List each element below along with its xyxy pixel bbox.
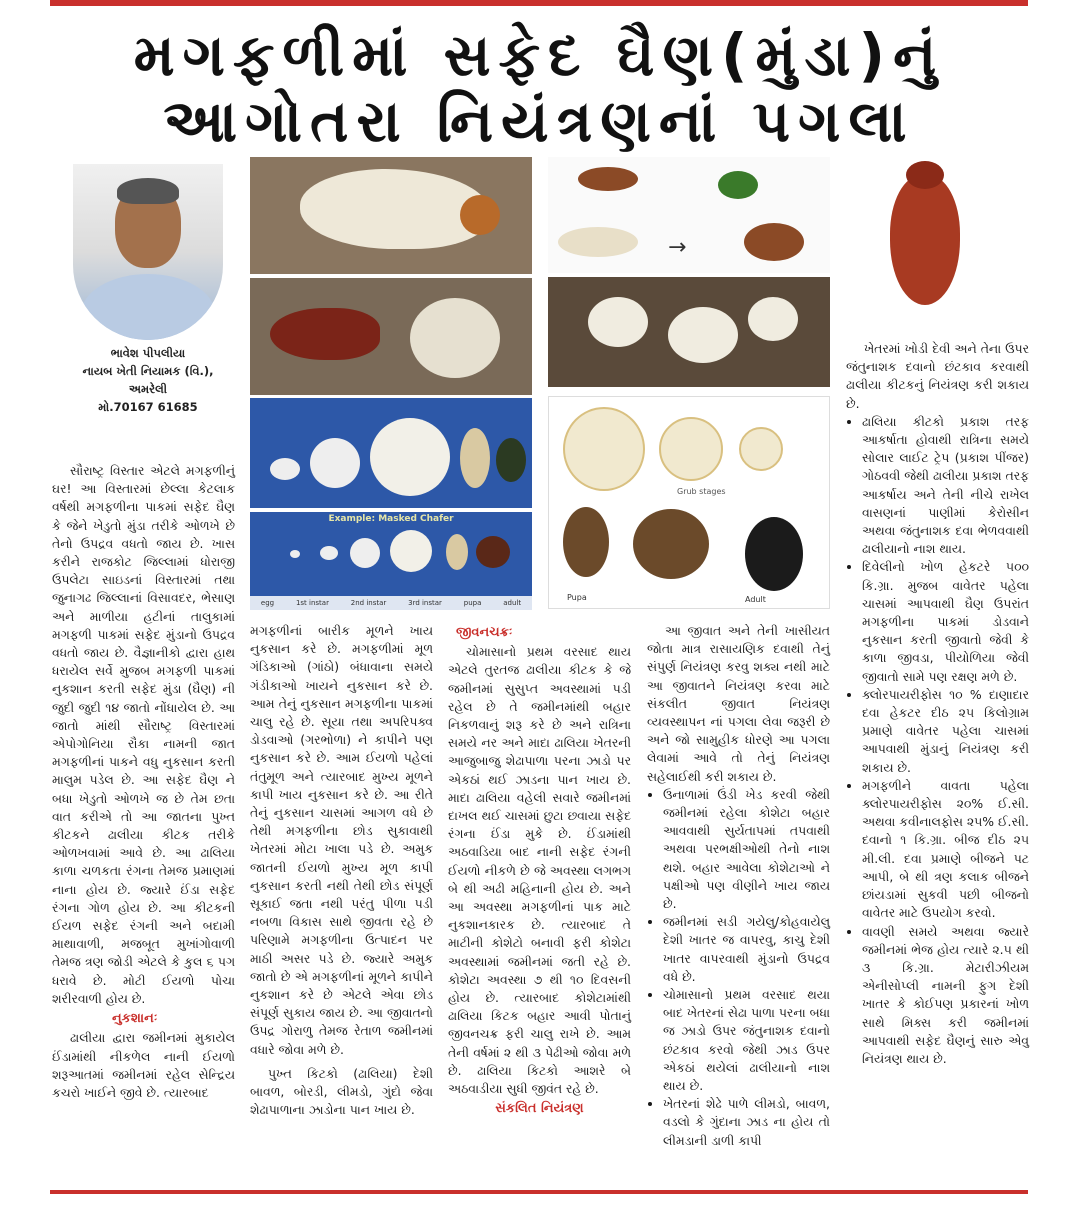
damage-continued-paragraph: મગફળીનાં બારીક મૂળને ખાય નુકસાન કરે છે. મગફળીમાં મૂળ ગંડિકાઓ (ગાંઠો) બંધાવાના સમયે ગંડીકાઓ ખાયને નુકસાન કરે છે. આમ તેનું નુકસાન મગફળીના પાકમાં ચાલુ રહે છે. સૂયા તથા અપરિપક્વ ડોડવાઓ (ગરભોળા) ને કાપીને પણ નુકસાન કરે છે. આમ ઈયળો પહેલાં તંતુમૂળ અને ત્યારબાદ મુખ્ય મૂળને કાપી ખાય નુકસાન કરે છે. આ રીતે તેનું નુકસાન ચાસમાં આગળ વધે છે તેથી મગફળીના છોડ સુકાવાથી ખેતરમાં મોટા ખાલા પડે છે. અમુક જાતની ઈયળો મુખ્ય મૂળ કાપી નુકસાન કરતી નથી તેથી છોડ સંપૂર્ણ સૂકાઈ જતા નથી પરંતુ પીળા પડી નબળા વિકાસ સાથે જીવતા રહે છે પરિણામે મગફળીના ઉત્પાદન પર માઠી અસર પડે છે. જ્યારે અમુક જાતો છે એ મગફળીનાં મૂળને કાપીને નુકશાન કરે છે એટલે એવા છોડ સંપૂર્ણ સુકાય જાય છે. આ જીવાતનો ઉપદ્ર ગોરાળુ તેમજ રેતાળ જમીનમાં વધારે જોવા મળે છે. — [250, 623, 433, 1057]
headline — [50, 22, 1028, 154]
damage-paragraph: ઢાલીયા દ્વારા જમીનમાં મુકાયેલ ઈંડામાંથી નીકળેલ નાની ઈયળો શરૂઆતમાં જમીનમાં રહેલ સેન્દ્રિય કચરો ખાઈને જીવે છે. ત્યારબાદ — [52, 1030, 235, 1100]
grub-stages-pupa-adult-figure — [548, 396, 830, 609]
adult-label: Adult — [745, 595, 766, 604]
list-item: • વાવણી સમયે અથવા જ્યારે જમીનમાં ભેજ હોય ત્યારે ૨.૫ થી ૩ કિ.ગ્રા. મેટારીઝીયમ એનીસોપ્લી નામની ફુગ દેશી ખાતર કે કોઈપણ પ્રકારનાં ખોળ સાથે મિક્સ કરી જમીનમાં આપવાથી સફેદ ઘૈણનું સારુ એવુ નિયંત્રણ થાય છે. — [862, 923, 1029, 1069]
grubs-in-soil-photo — [548, 277, 830, 387]
column-1 — [52, 462, 235, 1102]
column-3 — [448, 622, 631, 1119]
list-item: • ચોમાસાનો પ્રથમ વરસાદ થયા બાદ ખેતરનાં સેઢા પાળા પરના બધા જ ઝાડો ઉપર જંતુનાશક દવાનો છંટકાવ કરવો જેથી ઝાડ ઉપર એકઠાં થયેલાં ઢાલીયાનો નાશ થાય છે. — [663, 986, 830, 1095]
lifecycle-stages-photo — [250, 398, 532, 508]
control-measures-list — [846, 413, 1029, 1068]
chart-stage-label: 2nd instar — [350, 599, 387, 607]
damage-heading: નુકશાનઃ — [112, 1011, 158, 1027]
author-place: અમરેલી — [128, 382, 168, 396]
author-box — [62, 164, 234, 442]
list-item: • ક્લોરપાયરીફોસ ૧૦ % દાણાદાર દવા હેકટર દીઠ ૨૫ કિલોગ્રામ પ્રમાણે વાવેતર પહેલા ચાસમાં આપવાથી મુંડાનું નિયંત્રણ કરી શકાય છે. — [862, 686, 1029, 777]
top-rule — [50, 0, 1028, 6]
ipm-measures-list — [647, 786, 830, 1150]
lifecycle-arrows-photo — [548, 157, 830, 273]
grub-closeup-photo — [250, 157, 532, 274]
chart-stage-label: adult — [503, 599, 522, 607]
chart-stage-label: egg — [260, 599, 275, 607]
masked-chafer-chart — [250, 512, 532, 610]
list-item: • ખેતરનાં શેઢે પાળે લીમડો, બાવળ, વડલો કે ગુંદાના ઝાડ ના હોય તો લીમડાની ડાળી કાપી — [663, 1095, 830, 1150]
list-item: • મગફળીને વાવતા પહેલા ક્લોરપાયરીફોસ ૨૦% ઈ.સી. અથવા કવીનાલફોસ ૨૫% ઈ.સી. દવાનો ૧ કિ.ગ્રા. બીજ દીઠ ૨૫ મી.લી. દવા પ્રમાણે બીજને પટ આપી, બે થી ત્રણ કલાક બીજને છાંયડામાં સુકવી પછી બીજનો વાવેતર માટે ઉપયોગ કરવો. — [862, 777, 1029, 923]
arrow-right-icon: → — [668, 235, 687, 260]
pupa-label: Pupa — [567, 593, 587, 602]
beetle-adult-photo — [850, 155, 1010, 333]
author-photo — [73, 164, 223, 340]
author-designation: નાયબ ખેતી નિયામક (વિ.), — [82, 364, 214, 378]
list-item: • ઢાલિયા કીટકો પ્રકાશ તરફ આકર્ષાતા હોવાથી રાત્રિના સમયે સોલાર લાઈટ ટ્રેપ (પ્રકાશ પીંજર) ગોઠવવી જેથી ઢાલીયા પ્રકાશ તરફ આકર્ષાય અને તેની નીચે રાખેલ વાસણનાં પાણીમાં કેરોસીન અથવા જંતુનાશક દવા ભેળવવાથી ઢાલીયાનો નાશ થાય. — [862, 413, 1029, 559]
headline-line-2: આગોતરા નિયંત્રણનાં પગલા — [163, 87, 915, 155]
integrated-control-heading: સંકલિત નિયંત્રણ — [495, 1101, 584, 1117]
chart-stage-label: pupa — [463, 599, 482, 607]
adult-feeding-paragraph: પુખ્ત કિટકો (ઢાલિયા) દેશી બાવળ, બોરડી, લીમડો, ગુંદો જેવા શેઢાપાળાના ઝાડોના પાન ખાય છે. — [250, 1065, 433, 1118]
list-item: • ઉનાળામાં ઉંડી ખેડ કરવી જેથી જમીનમાં રહેલા કોશેટા બહાર આવવાથી સુર્યતાપમાં તપવાથી અથવા પરભક્ષીઓથી તેનો નાશ થશે. બહાર આવેલા કોશેટાઓ ને પક્ષીઓ પણ વીણીને ખાય જાય છે. — [663, 786, 830, 913]
lifecycle-heading: જીવનચક્રઃ — [456, 625, 513, 640]
author-phone: મો.70167 61685 — [98, 400, 198, 414]
col5-intro-paragraph: ખેતરમાં ખોડી દેવી અને તેના ઉપર જંતુનાશક દવાનો છંટકાવ કરવાથી ઢાલીયા કીટકનું નિયંત્રણ કરી શકાય છે. — [846, 341, 1029, 411]
list-item: • જમીનમાં સડી ગયેલુ/કોહવાયેલુ દેશી ખાતર જ વાપરવુ, કાચુ દેશી ખાતર વાપરવાથી મુંડાનો ઉપદ્રવ વધે છે. — [663, 913, 830, 986]
chart-stage-label: 3rd instar — [408, 599, 442, 607]
column-4 — [647, 622, 830, 1150]
author-name: ભાવેશ પીપલીયા — [110, 346, 186, 360]
bottom-rule — [50, 1190, 1028, 1194]
ipm-intro-paragraph: આ જીવાત અને તેની ખાસીયત જોતા માત્ર રાસાયણિક દવાથી તેનું સંપુર્ણ નિયંત્રણ કરવુ શક્ય નથી માટે આ જીવાતને નિયંત્રણ કરવા માટે સંકલીત જીવાત નિયંત્રણ વ્યવસ્થાપન નાં પગલા લેવા જરૂરી છે અને જો સામુહીક ધોરણે આ પગલા લેવામાં આવે તો તેનું નિયંત્રણ સહેલાઈથી કરી શકાય છે. — [647, 623, 830, 784]
lifecycle-paragraph: ચોમાસાનો પ્રથમ વરસાદ થાય એટલે તુરતજ ઢાલીયા કીટક કે જે જમીનમાં સુસુપ્ત અવસ્થામાં પડી રહેલ છે તે જમીનમાંથી બહાર નિકળવાનું શરૂ કરે છે અને રાત્રિના સમયે નર અને માદા ઢાલિયા ખેતરની આજુબાજુ શેઢાપાળા પરના ઝાડો પર એકઠાં થઈ ઝાડના પાન ખાય છે. માદા ઢાલિયા વહેલી સવારે જમીનમાં દાખલ થઈ ચાસમાં છુટા છવાયા સફેદ રંગના ઈંડા મુકે છે. ઈંડામાંથી અઠવાડિયા બાદ નાની સફેદ રંગની ઈયળો નીકળે છે જે અવસ્થા લગભગ બે થી અઢી મહિનાની હોય છે. અને આ અવસ્થા મગફળીનાં પાક માટે નુકશાનકારક છે. ત્યારબાદ તે માટીની કોશેટો બનાવી ફરી કોશેટા અવસ્થામાં જમીનમાં જતી રહે છે. કોશેટા અવસ્થા ૭ થી ૧૦ દિવસની હોય છે. ત્યારબાદ કોશેટામાંથી ઢાલિયા કિટક બહાર આવી પોતાનું જીવનચક્ર ફરી ચાલુ રાખે છે. આમ તેની વર્ષમાં ૨ થી ૩ પેઢીઓ જોવા મળે છે. ઢાલિયા કિટકો આશરે બે અઠવાડીયા સુધી જીવંત રહે છે. — [448, 644, 631, 1097]
column-2 — [250, 622, 433, 1119]
list-item: • દિવેલીનો ખોળ હેકટરે ૫૦૦ કિ.ગ્રા. મુજબ વાવેતર પહેલા ચાસમાં આપવાથી ઘૈણ ઉપરાંત મગફળીના પાકમાં ડોડવાને નુકસાન કરતી જીવાતો જેવી કે કાળા જીવડા, પીયોળિયા જેવી જીવાતો સામે પણ રક્ષણ મળે છે. — [862, 558, 1029, 685]
chart-title: Example: Masked Chafer — [328, 514, 454, 524]
chart-stage-label: 1st instar — [295, 599, 329, 607]
column-5 — [846, 340, 1029, 1068]
grub-stages-label: Grub stages — [677, 487, 726, 496]
intro-paragraph: સૌરાષ્ટ્ર વિસ્તાર એટલે મગફળીનું ઘર! આ વિસ્તારમાં છેલ્લા કેટલાક વર્ષથી મગફળીના પાકમાં સફેદ ઘૈણ કે જેને ખેડુતો મુંડા તરીકે ઓળખે છે તેનો ઉપદ્રવ વધતો જાય છે. ખાસ કરીને રાજકોટ જિલ્લામાં ધોરાજી ઉપલેટા સાઇડનાં વિસ્તારમાં તથા જુનાગઢ જિલ્લાનાં વિસાવદર, ભેસાણ અને માળીયા હટીનાં તાલુકામાં મગફળી પાકમાં સફેદ મુંડાનો ઉપદ્રવ વધતો જાય છે. વૈજ્ઞાનીકો દ્વારા હાથ ધરાયેલ સર્વે મુજબ મગફળી પાકમાં નુકશાન કરતી સફેદ મુંડા (ઘૈણ) ની જુદી જુદી ૧૪ જાતો નોંધાયેલ છે. આ જાતો માંથી સૌરાષ્ટ્ર વિસ્તારમાં એપોગોનિયા રૌકા નામની જાત મગફળીનાં પાકને વધુ નુકસાન કરતી માલુમ પડેલ છે. આ સફેદ ઘૈણ ને બધા ખેડુતો ઓળખે જ છે તેમ છતા વાત કરીએ તો આ જાતના પુખ્ત કીટકને ઢાલીયા કીટક તરીકે ઓળખવામાં આવે છે. આ ઢાલિયા કાળા ચળકતા રંગના તેમજ પ્રમાણમાં નાના હોય છે. જ્યારે ઈંડા સફેદ રંગના ગોળ હોય છે. આ કીટકની ઈયળ સફેદ રંગની અને બદામી માથાવાળી, મજબૂત મુખાંગોવાળી તેમજ ત્રણ જોડી એટલે કે કુલ ૬ પગ ધરાવે છે. મોટી ઈયળો પોચા શરીરવાળી હોય છે. — [52, 463, 235, 1006]
beetle-and-grub-photo — [250, 278, 532, 395]
headline-line-1: મગફળીમાં સફેદ ઘૈણ(મુંડા)નું — [133, 21, 945, 89]
